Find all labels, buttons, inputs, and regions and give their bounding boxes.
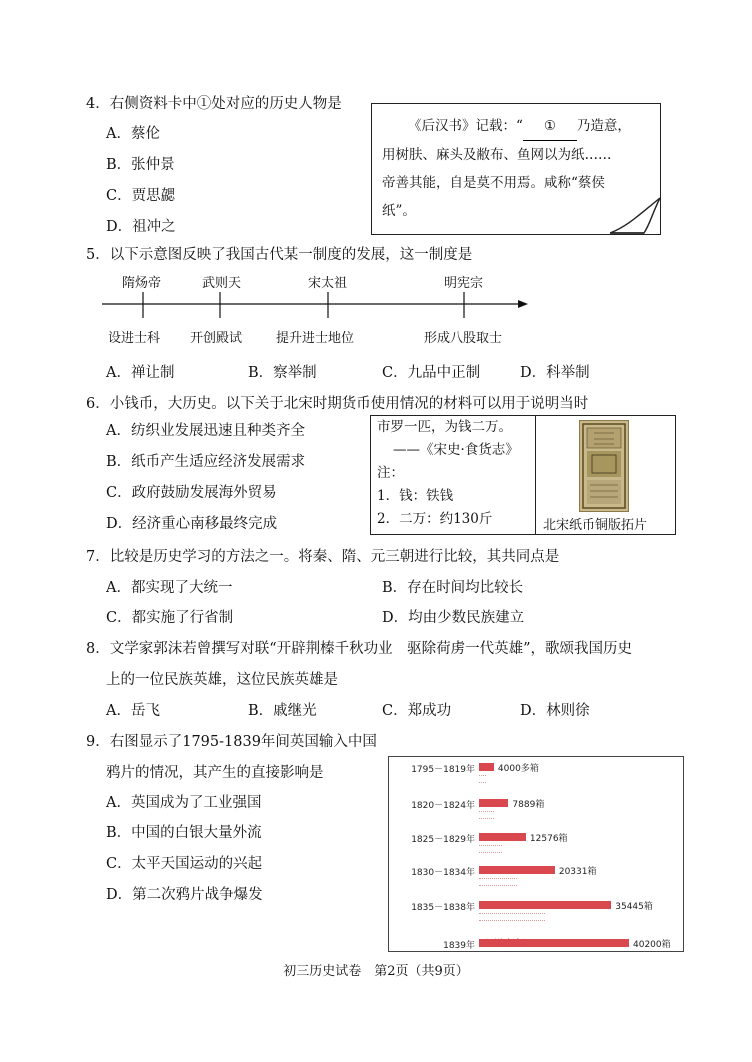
q8-option-d[interactable]: D．林则徐: [520, 703, 590, 719]
q6-stem: 6．小钱币，大历史。以下关于北宋时期货币使用情况的材料可以用于说明当时: [86, 396, 589, 412]
q6-option-d[interactable]: D．经济重心南移最终完成: [106, 516, 278, 532]
table-line5: 2．二万：约130斤: [377, 511, 493, 527]
q9-option-c[interactable]: C．太平天国运动的兴起: [106, 856, 263, 872]
chart-bar: [479, 833, 526, 841]
q9-option-a[interactable]: A．英国成为了工业强国: [106, 795, 262, 811]
opium-import-chart: [388, 756, 684, 952]
q9-stem-line2: 鸦片的情况，其产生的直接影响是: [106, 765, 324, 781]
chart-value-label: 35445箱: [615, 902, 653, 912]
card-line2: 用树肤、麻头及敝布、鱼网以为纸……: [382, 147, 612, 163]
q8-option-c[interactable]: C．郑成功: [382, 703, 452, 719]
chart-dotted-guide: [479, 913, 545, 921]
timeline-bottom-4: 形成八股取士: [424, 331, 503, 346]
q5-stem: 5．以下示意图反映了我国古代某一制度的发展，这一制度是: [86, 247, 473, 263]
card-line3: 帝善其能，自是莫不用焉。咸称“蔡侯: [382, 175, 605, 191]
q8-option-b[interactable]: B．戚继光: [248, 703, 317, 719]
table-line1: 市罗一匹，为钱二万。: [377, 419, 512, 435]
chart-value-label: 20331箱: [558, 867, 597, 877]
q7-option-b[interactable]: B．存在时间均比较长: [382, 580, 524, 596]
q8-stem-line2: 上的一位民族英雄，这位民族英雄是: [106, 672, 338, 688]
paper-money-rubbing-image: [579, 420, 629, 512]
q5-option-c[interactable]: C．九品中正制: [382, 365, 481, 381]
chart-bar: [479, 866, 555, 874]
chart-dotted-guide: [479, 775, 486, 783]
q5-option-a[interactable]: A．禅让制: [106, 365, 175, 381]
chart-value-label: 12576箱: [529, 834, 568, 844]
card-line4: 纸”。: [382, 203, 416, 219]
chart-value-label: 40200箱: [633, 940, 671, 950]
chart-bar: [479, 799, 508, 807]
card-line1-pre: 《后汉书》记载：“: [408, 118, 523, 134]
q4-option-a[interactable]: A．蔡伦: [106, 126, 160, 142]
table-caption: 北宋纸币铜版拓片: [543, 518, 648, 533]
chart-dotted-guide: [479, 845, 502, 853]
chart-category-label: 1830－1834年: [411, 868, 475, 878]
q5-option-d[interactable]: D．科举制: [520, 365, 590, 381]
q4-option-c[interactable]: C．贾思勰: [106, 188, 176, 204]
chart-dotted-guide: [479, 878, 517, 886]
q6-option-b[interactable]: B．纸币产生适应经济发展需求: [106, 454, 306, 470]
q6-option-c[interactable]: C．政府鼓励发展海外贸易: [106, 485, 277, 501]
timeline-top-3: 宋太祖: [308, 276, 348, 291]
q9-option-d[interactable]: D．第二次鸦片战争爆发: [106, 887, 263, 903]
q4-option-d[interactable]: D．祖冲之: [106, 219, 176, 235]
chart-bar: [479, 901, 611, 909]
table-line4: 1．钱：铁钱: [377, 488, 454, 504]
chart-bar: [479, 763, 494, 771]
chart-dotted-guide: [479, 811, 494, 819]
q8-option-a[interactable]: A．岳飞: [106, 703, 160, 719]
q9-stem-line1: 9．右图显示了1795-1839年间英国输入中国: [86, 734, 377, 750]
q4-stem: 4．右侧资料卡中①处对应的历史人物是: [86, 96, 342, 112]
timeline-bottom-2: 开创殿试: [190, 331, 243, 346]
q9-option-b[interactable]: B．中国的白银大量外流: [106, 825, 262, 841]
q6-material-table: [370, 415, 676, 535]
q7-option-a[interactable]: A．都实现了大统一: [106, 580, 233, 596]
chart-category-label: 1835－1838年: [411, 903, 475, 913]
q7-stem: 7．比较是历史学习的方法之一。将秦、隋、元三朝进行比较，其共同点是: [86, 549, 560, 565]
chart-category-label: 1825－1829年: [411, 835, 475, 845]
q7-option-c[interactable]: C．都实施了行省制: [106, 610, 234, 626]
timeline-top-2: 武则天: [202, 276, 242, 291]
table-line2: ——《宋史·食货志》: [393, 442, 519, 458]
chart-category-label: 1795－1819年: [411, 765, 475, 775]
timeline-bottom-1: 设进士科: [108, 331, 161, 346]
chart-value-label: 4000多箱: [497, 764, 539, 774]
card-blank: ①: [523, 112, 577, 141]
table-line3: 注：: [377, 465, 404, 481]
card-line1-post: 乃造意，: [576, 118, 631, 134]
chart-value-label: 7889箱: [512, 800, 545, 810]
chart-category-label: 1839年: [443, 941, 475, 951]
q6-option-a[interactable]: A．纺织业发展迅速且种类齐全: [106, 423, 305, 439]
card-folded-corner-icon: [610, 196, 660, 234]
chart-category-label: 1820－1824年: [411, 801, 475, 811]
chart-note: （平均每年）: [479, 939, 534, 949]
q5-option-b[interactable]: B．察举制: [248, 365, 317, 381]
timeline-bottom-3: 提升进士地位: [276, 331, 355, 346]
q5-timeline: [100, 292, 532, 322]
q8-stem-line1: 8．文学家郭沫若曾撰写对联“开辟荆榛千秋功业 驱除荷虏一代英雄”，歌颂我国历史: [86, 641, 633, 657]
q4-option-b[interactable]: B．张仲景: [106, 157, 175, 173]
timeline-top-4: 明宪宗: [444, 276, 484, 291]
q7-option-d[interactable]: D．均由少数民族建立: [382, 610, 525, 626]
timeline-top-1: 隋炀帝: [122, 276, 162, 291]
page-footer: 初三历史试卷 第2页（共9页）: [283, 964, 469, 979]
